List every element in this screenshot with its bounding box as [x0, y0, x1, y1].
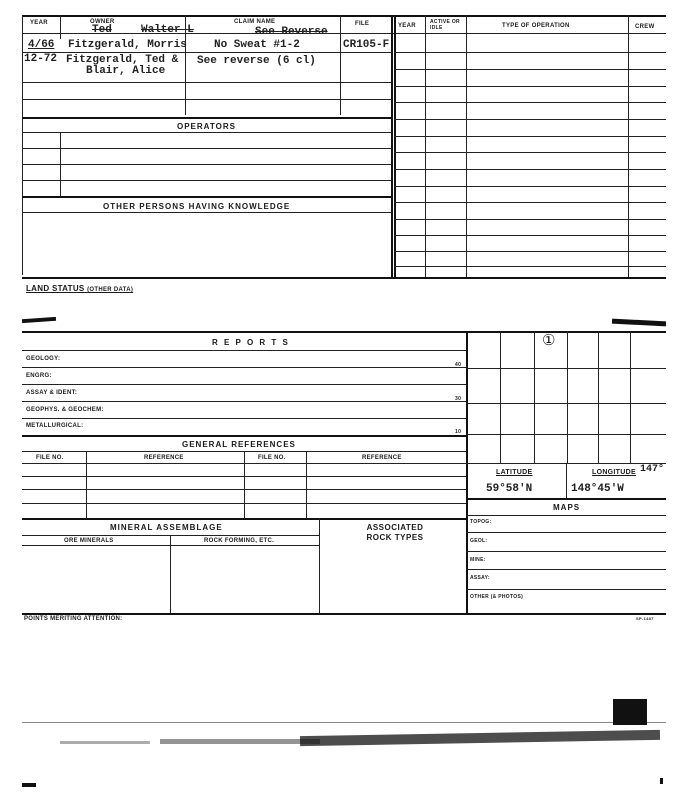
active-idle-header: ACTIVE OR IDLE [430, 19, 460, 31]
refs-reference-2: REFERENCE [362, 455, 402, 461]
claim-name-header: CLAIM NAME [234, 19, 276, 25]
latitude-value: 59°58'N [486, 483, 533, 495]
report-geology-num: 40 [455, 362, 462, 368]
grid-marker-icon: ① [542, 331, 556, 349]
operators-heading: OPERATORS [177, 122, 236, 131]
owner-struck-2: Walter L [141, 24, 194, 36]
maps-heading: MAPS [553, 503, 581, 512]
rock-forming-label: ROCK FORMING, ETC. [204, 538, 275, 544]
ore-minerals-label: ORE MINERALS [64, 538, 114, 544]
other-persons-heading: OTHER PERSONS HAVING KNOWLEDGE [103, 202, 291, 211]
map-mine: MINE: [470, 557, 486, 563]
crew-header: CREW [635, 24, 655, 30]
map-other: OTHER (& PHOTOS) [470, 594, 524, 600]
reports-top-rule [22, 331, 666, 333]
reports-heading: R E P O R T S [212, 338, 290, 347]
longitude-extra: 147° [640, 464, 665, 475]
map-row-3 [466, 569, 666, 570]
report-geophys-label: GEOPHYS. & GEOCHEM: [26, 407, 104, 413]
entry-claim-2: See reverse (6 cl) [197, 55, 316, 67]
entry-year-1: 4/66 [28, 39, 55, 51]
associated-rock-types-heading: ASSOCIATED ROCK TYPES [366, 523, 424, 542]
latitude-label: LATITUDE [496, 469, 533, 476]
form-number: SP-1487 [636, 616, 654, 621]
scan-mark-right [612, 319, 666, 327]
year2-header: YEAR [398, 23, 416, 29]
longitude-label: LONGITUDE [592, 469, 636, 476]
type-of-operation-header: TYPE OF OPERATION [502, 23, 570, 29]
map-topog: TOPOG: [470, 519, 492, 525]
mineral-assemblage-heading: MINERAL ASSEMBLAGE [110, 523, 223, 532]
entry-file-1: CR105-F [343, 39, 390, 51]
longitude-value: 148°45'W [571, 483, 624, 495]
entry-owner-2: Fitzgerald, Ted & [66, 54, 179, 66]
map-row-1 [466, 532, 666, 533]
entry-owner-1: Fitzgerald, Morris [68, 39, 187, 51]
report-geology-label: GEOLOGY: [26, 356, 61, 362]
map-row-4 [466, 589, 666, 590]
owner-header: OWNER [90, 19, 115, 25]
entry-owner-3: Blair, Alice [86, 65, 166, 77]
refs-fileno-2: FILE NO. [258, 455, 286, 461]
claim-struck: See Reverse [255, 26, 328, 38]
report-assay-label: ASSAY & IDENT: [26, 390, 78, 396]
report-metallurgical-num: 10 [455, 429, 462, 435]
other-persons-rule [22, 212, 391, 213]
maps-rule [466, 515, 666, 516]
general-references-heading: GENERAL REFERENCES [182, 440, 296, 449]
report-engrg-label: ENGRG: [26, 373, 52, 379]
points-meriting-attention: POINTS MERITING ATTENTION: [24, 616, 123, 622]
refs-fileno-1: FILE NO. [36, 455, 64, 461]
report-metallurgical-label: METALLURGICAL: [26, 423, 84, 429]
map-geol: GEOL: [470, 538, 488, 544]
map-row-2 [466, 551, 666, 552]
map-assay: ASSAY: [470, 575, 490, 581]
entry-claim-1: No Sweat #1-2 [214, 39, 300, 51]
owner-struck-1: Ted [92, 24, 112, 36]
year-header: YEAR [30, 20, 48, 26]
entry-year-2: 12-72 [24, 53, 58, 65]
scan-mark-left [22, 317, 56, 323]
land-status-heading: LAND STATUS (OTHER DATA) [26, 284, 134, 293]
report-assay-num: 30 [455, 396, 462, 402]
refs-reference-1: REFERENCE [144, 455, 184, 461]
file-header: FILE [355, 21, 370, 27]
